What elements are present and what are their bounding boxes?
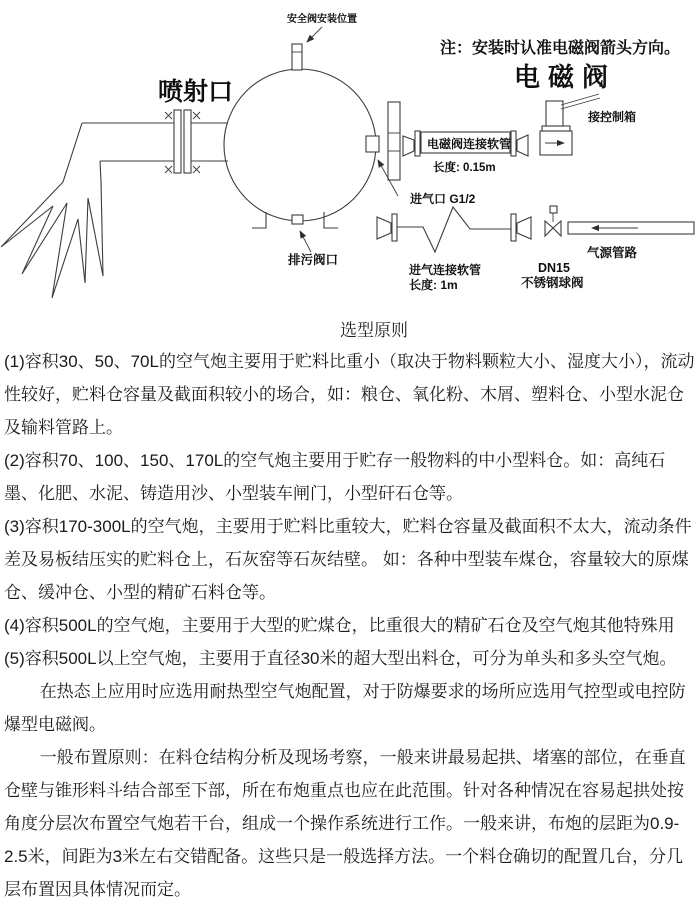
air-inlet-label: 进气口 G1/2: [410, 192, 476, 206]
jet-flange: [174, 110, 191, 173]
flange-bolt-marks: [165, 112, 200, 173]
pressure-vessel: [224, 69, 376, 221]
solenoid-valve-title: 电磁阀: [514, 62, 617, 92]
drain-port-arrow: [300, 231, 311, 252]
vessel-side-flange: [388, 102, 400, 180]
inlet-hose-assembly: [377, 207, 531, 252]
paragraph-3: (3)容积170-300L的空气炮，主要用于贮料比重较大，贮料仓容量及截面积不太大，流动条件差及易板结压实的贮料仓上，石灰窑等石灰结壁。 如：各种中型装车煤仓，容量较大的原煤仓、缓冲仓、小型的精矿石料仓等。: [4, 517, 692, 602]
ball-valve-name-label: 不锈钢球阀: [521, 276, 584, 290]
drain-valve-port: [292, 215, 303, 224]
paragraph-6: 在热态上应用时应选用耐热型空气炮配置，对于防爆要求的场所应选用气控型或电控防爆型电磁阀。: [4, 682, 686, 734]
air-inlet-nozzle: [366, 136, 379, 152]
section-title: 选型原则: [340, 321, 408, 340]
air-cannon-installation-diagram: [0, 0, 700, 314]
solenoid-hose-length: 长度: 0.15m: [433, 162, 496, 174]
jet-pipe: [82, 123, 228, 161]
air-supply-pipe: [568, 222, 694, 234]
safety-valve-label: 安全阀安装位置: [287, 14, 357, 25]
solenoid-hose-label: 电磁阀连接软管: [427, 137, 512, 151]
inlet-hose-label: 进气连接软管: [409, 263, 482, 277]
ball-valve-symbol: [545, 206, 561, 236]
safety-valve-stub: [292, 44, 302, 70]
control-box-label: 接控制箱: [588, 110, 637, 124]
inlet-hose-length: 长度: 1m: [409, 278, 458, 292]
paragraph-5: (5)容积500L以上空气炮，主要用于直径30米的超大型出料仓，可分为单头和多头空气炮。: [4, 649, 677, 668]
installation-note: 注：安装时认准电磁阀箭头方向。: [440, 40, 681, 57]
jet-outlet-label: 喷射口: [158, 78, 234, 106]
ball-valve-model-label: DN15: [538, 261, 570, 275]
paragraph-2: (2)容积70、100、150、170L的空气炮主要用于贮存一般物料的中小型料仓。如：高纯石墨、化肥、水泥、铸造用沙、小型装车闸门，小型矸石仓等。: [4, 451, 666, 503]
air-supply-label: 气源管路: [587, 246, 638, 260]
blast-spray-shape: [1, 123, 103, 298]
safety-valve-arrow: [307, 27, 322, 42]
paragraph-7: 一般布置原则：在料仓结构分析及现场考察，一般来讲最易起拱、堵塞的部位，在垂直仓壁与锥形料斗结合部至下部，所在布炮重点也应在此范围。针对各种情况在容易起拱处按角度分层次布置空气炮若干台，组成一个操作系统进行工作。一般来讲，布炮的层距为0.9-2.5米，间距为3米左右交错配备。这些只是一般选择方法。一个料仓确切的配置几台，分几层布置因具体情况而定。: [4, 748, 686, 899]
drain-port-label: 排污阀口: [288, 253, 339, 267]
paragraph-1: (1)容积30、50、70L的空气炮主要用于贮料比重小（取决于物料颗粒大小、湿度大小），流动性较好，贮料仓容量及截面积较小的场合，如：粮仓、氧化粉、木屑、塑料仓、小型水泥仓及输料管路上。: [4, 352, 695, 437]
solenoid-valve-symbol: [540, 94, 600, 155]
paragraph-4: (4)容积500L的空气炮，主要用于大型的贮煤仓，比重很大的精矿石仓及空气炮其他特殊用: [4, 616, 675, 635]
selection-principles-text: [0, 343, 700, 906]
